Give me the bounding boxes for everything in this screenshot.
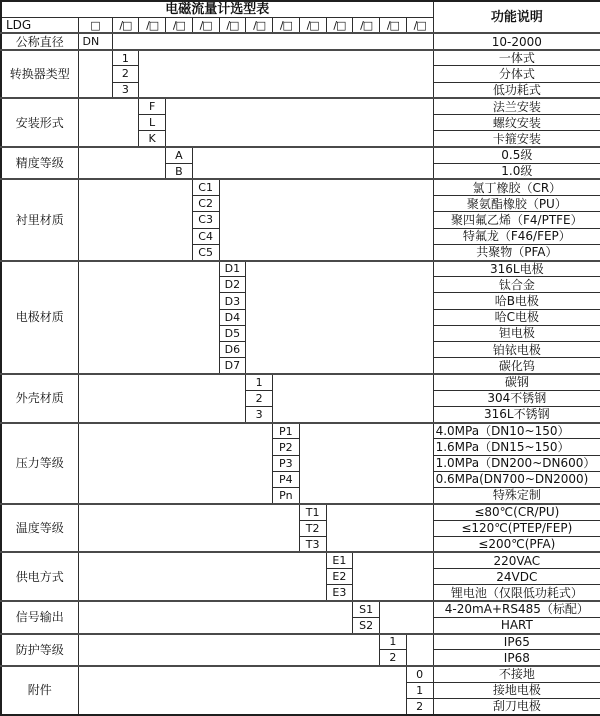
option-desc: 分体式 <box>433 66 600 82</box>
option-code: C5 <box>192 244 219 260</box>
option-code: B <box>166 163 193 179</box>
spacer-cell <box>78 634 380 666</box>
spacer-cell <box>78 50 112 99</box>
option-desc: 铂铱电极 <box>433 342 600 358</box>
option-desc: IP65 <box>433 634 600 650</box>
option-desc: 220VAC <box>433 552 600 568</box>
option-code: T1 <box>299 504 326 520</box>
category-label-accuracy-class: 精度等级 <box>1 147 78 179</box>
option-code: DN <box>78 33 112 49</box>
spacer-cell <box>219 179 433 260</box>
spacer-cell <box>78 666 406 715</box>
option-code: E1 <box>326 552 353 568</box>
option-code: C4 <box>192 228 219 244</box>
option-desc: 24VDC <box>433 569 600 585</box>
option-desc: 聚氨酯橡胶（PU） <box>433 196 600 212</box>
option-desc: 1.0MPa（DN200~DN600） <box>433 455 600 471</box>
option-desc: 锂电池（仅限低功耗式） <box>433 585 600 601</box>
option-code: 2 <box>246 390 273 406</box>
option-code: P2 <box>273 439 300 455</box>
spacer-cell <box>139 50 433 99</box>
option-desc: 0.6MPa(DN700~DN2000) <box>433 471 600 487</box>
model-code-slot: /□ <box>380 17 407 33</box>
model-code-slot: /□ <box>112 17 139 33</box>
spacer-cell <box>299 423 433 504</box>
option-desc: 氯丁橡胶（CR） <box>433 179 600 195</box>
category-label-temperature-rating: 温度等级 <box>1 504 78 553</box>
option-code: E2 <box>326 569 353 585</box>
model-code-box: □ <box>78 17 112 33</box>
option-desc: 共聚物（PFA） <box>433 244 600 260</box>
option-desc: HART <box>433 617 600 633</box>
model-code-slot: /□ <box>246 17 273 33</box>
option-code: C1 <box>192 179 219 195</box>
category-label-liner-material: 衬里材质 <box>1 179 78 260</box>
model-code-slot: /□ <box>353 17 380 33</box>
model-code-slot: /□ <box>192 17 219 33</box>
option-desc: 接地电极 <box>433 682 600 698</box>
option-desc: 不接地 <box>433 666 600 682</box>
table-title: 电磁流量计选型表 <box>1 1 433 17</box>
option-code: S2 <box>353 617 380 633</box>
option-desc: 1.6MPa（DN15~150） <box>433 439 600 455</box>
spacer-cell <box>353 552 433 601</box>
option-code: 3 <box>246 406 273 422</box>
category-label-housing-material: 外壳材质 <box>1 374 78 423</box>
option-desc: 特氟龙（F46/FEP） <box>433 228 600 244</box>
option-code: T2 <box>299 520 326 536</box>
option-desc: ≤120℃(PTEP/FEP) <box>433 520 600 536</box>
option-code: C2 <box>192 196 219 212</box>
model-code-slot: /□ <box>219 17 246 33</box>
option-desc: 4-20mA+RS485（标配） <box>433 601 600 617</box>
category-label-pressure-rating: 压力等级 <box>1 423 78 504</box>
model-code-slot: /□ <box>299 17 326 33</box>
option-code: 0 <box>406 666 433 682</box>
function-column-header: 功能说明 <box>433 1 600 33</box>
spacer-cell <box>166 98 434 147</box>
spacer-cell <box>326 504 433 553</box>
option-code: E3 <box>326 585 353 601</box>
option-desc: IP68 <box>433 650 600 666</box>
option-code: C3 <box>192 212 219 228</box>
model-code-slot: /□ <box>166 17 193 33</box>
option-code: D4 <box>219 309 246 325</box>
option-code: D2 <box>219 277 246 293</box>
spacer-cell <box>78 374 246 423</box>
option-code: T3 <box>299 536 326 552</box>
option-desc: 哈C电极 <box>433 309 600 325</box>
option-code: K <box>139 131 166 147</box>
option-desc: 聚四氟乙烯（F4/PTFE） <box>433 212 600 228</box>
option-code: 1 <box>380 634 407 650</box>
option-desc: 一体式 <box>433 50 600 66</box>
option-desc: 刮刀电极 <box>433 698 600 715</box>
option-code: 3 <box>112 82 139 98</box>
option-desc: 4.0MPa（DN10~150） <box>433 423 600 439</box>
option-code: F <box>139 98 166 114</box>
spacer-cell <box>112 33 433 49</box>
option-code: D1 <box>219 261 246 277</box>
option-code: 2 <box>406 698 433 715</box>
spacer-cell <box>406 634 433 666</box>
option-code: Pn <box>273 488 300 504</box>
option-desc: 碳钢 <box>433 374 600 390</box>
option-code: 1 <box>112 50 139 66</box>
option-code: L <box>139 115 166 131</box>
option-desc: 316L不锈钢 <box>433 406 600 422</box>
option-desc: 316L电极 <box>433 261 600 277</box>
option-desc: 特殊定制 <box>433 488 600 504</box>
category-label-signal-output: 信号输出 <box>1 601 78 633</box>
option-code: 2 <box>112 66 139 82</box>
option-desc: 10-2000 <box>433 33 600 49</box>
option-code: D6 <box>219 342 246 358</box>
option-code: 1 <box>406 682 433 698</box>
option-desc: 法兰安装 <box>433 98 600 114</box>
option-code: A <box>166 147 193 163</box>
option-code: D5 <box>219 325 246 341</box>
spacer-cell <box>78 601 353 633</box>
model-code-slot: /□ <box>273 17 300 33</box>
option-desc: 1.0级 <box>433 163 600 179</box>
category-label-converter-type: 转换器类型 <box>1 50 78 99</box>
spacer-cell <box>78 179 192 260</box>
option-code: D3 <box>219 293 246 309</box>
category-label-electrode-material: 电极材质 <box>1 261 78 375</box>
spacer-cell <box>78 147 166 179</box>
option-desc: 碳化钨 <box>433 358 600 374</box>
option-desc: 钽电极 <box>433 325 600 341</box>
option-desc: 卡箍安装 <box>433 131 600 147</box>
option-desc: ≤200℃(PFA) <box>433 536 600 552</box>
option-desc: ≤80℃(CR/PU) <box>433 504 600 520</box>
option-desc: 304不锈钢 <box>433 390 600 406</box>
spacer-cell <box>78 98 139 147</box>
option-desc: 低功耗式 <box>433 82 600 98</box>
spacer-cell <box>380 601 434 633</box>
option-desc: 钛合金 <box>433 277 600 293</box>
option-code: D7 <box>219 358 246 374</box>
category-label-power-supply: 供电方式 <box>1 552 78 601</box>
option-desc: 螺纹安装 <box>433 115 600 131</box>
model-code-slot: /□ <box>326 17 353 33</box>
category-label-protection-rating: 防护等级 <box>1 634 78 666</box>
category-label-accessories: 附件 <box>1 666 78 715</box>
option-code: P1 <box>273 423 300 439</box>
spacer-cell <box>78 504 299 553</box>
spacer-cell <box>78 552 326 601</box>
model-code-prefix: LDG <box>1 17 78 33</box>
category-label-nominal-diameter: 公称直径 <box>1 33 78 49</box>
category-label-installation-type: 安装形式 <box>1 98 78 147</box>
spacer-cell <box>273 374 434 423</box>
option-code: P4 <box>273 471 300 487</box>
spacer-cell <box>192 147 433 179</box>
option-desc: 哈B电极 <box>433 293 600 309</box>
model-code-slot: /□ <box>139 17 166 33</box>
option-code: S1 <box>353 601 380 617</box>
spacer-cell <box>78 423 273 504</box>
spacer-cell <box>78 261 219 375</box>
spacer-cell <box>246 261 433 375</box>
option-code: 2 <box>380 650 407 666</box>
model-code-slot: /□ <box>406 17 433 33</box>
option-desc: 0.5级 <box>433 147 600 163</box>
option-code: P3 <box>273 455 300 471</box>
option-code: 1 <box>246 374 273 390</box>
